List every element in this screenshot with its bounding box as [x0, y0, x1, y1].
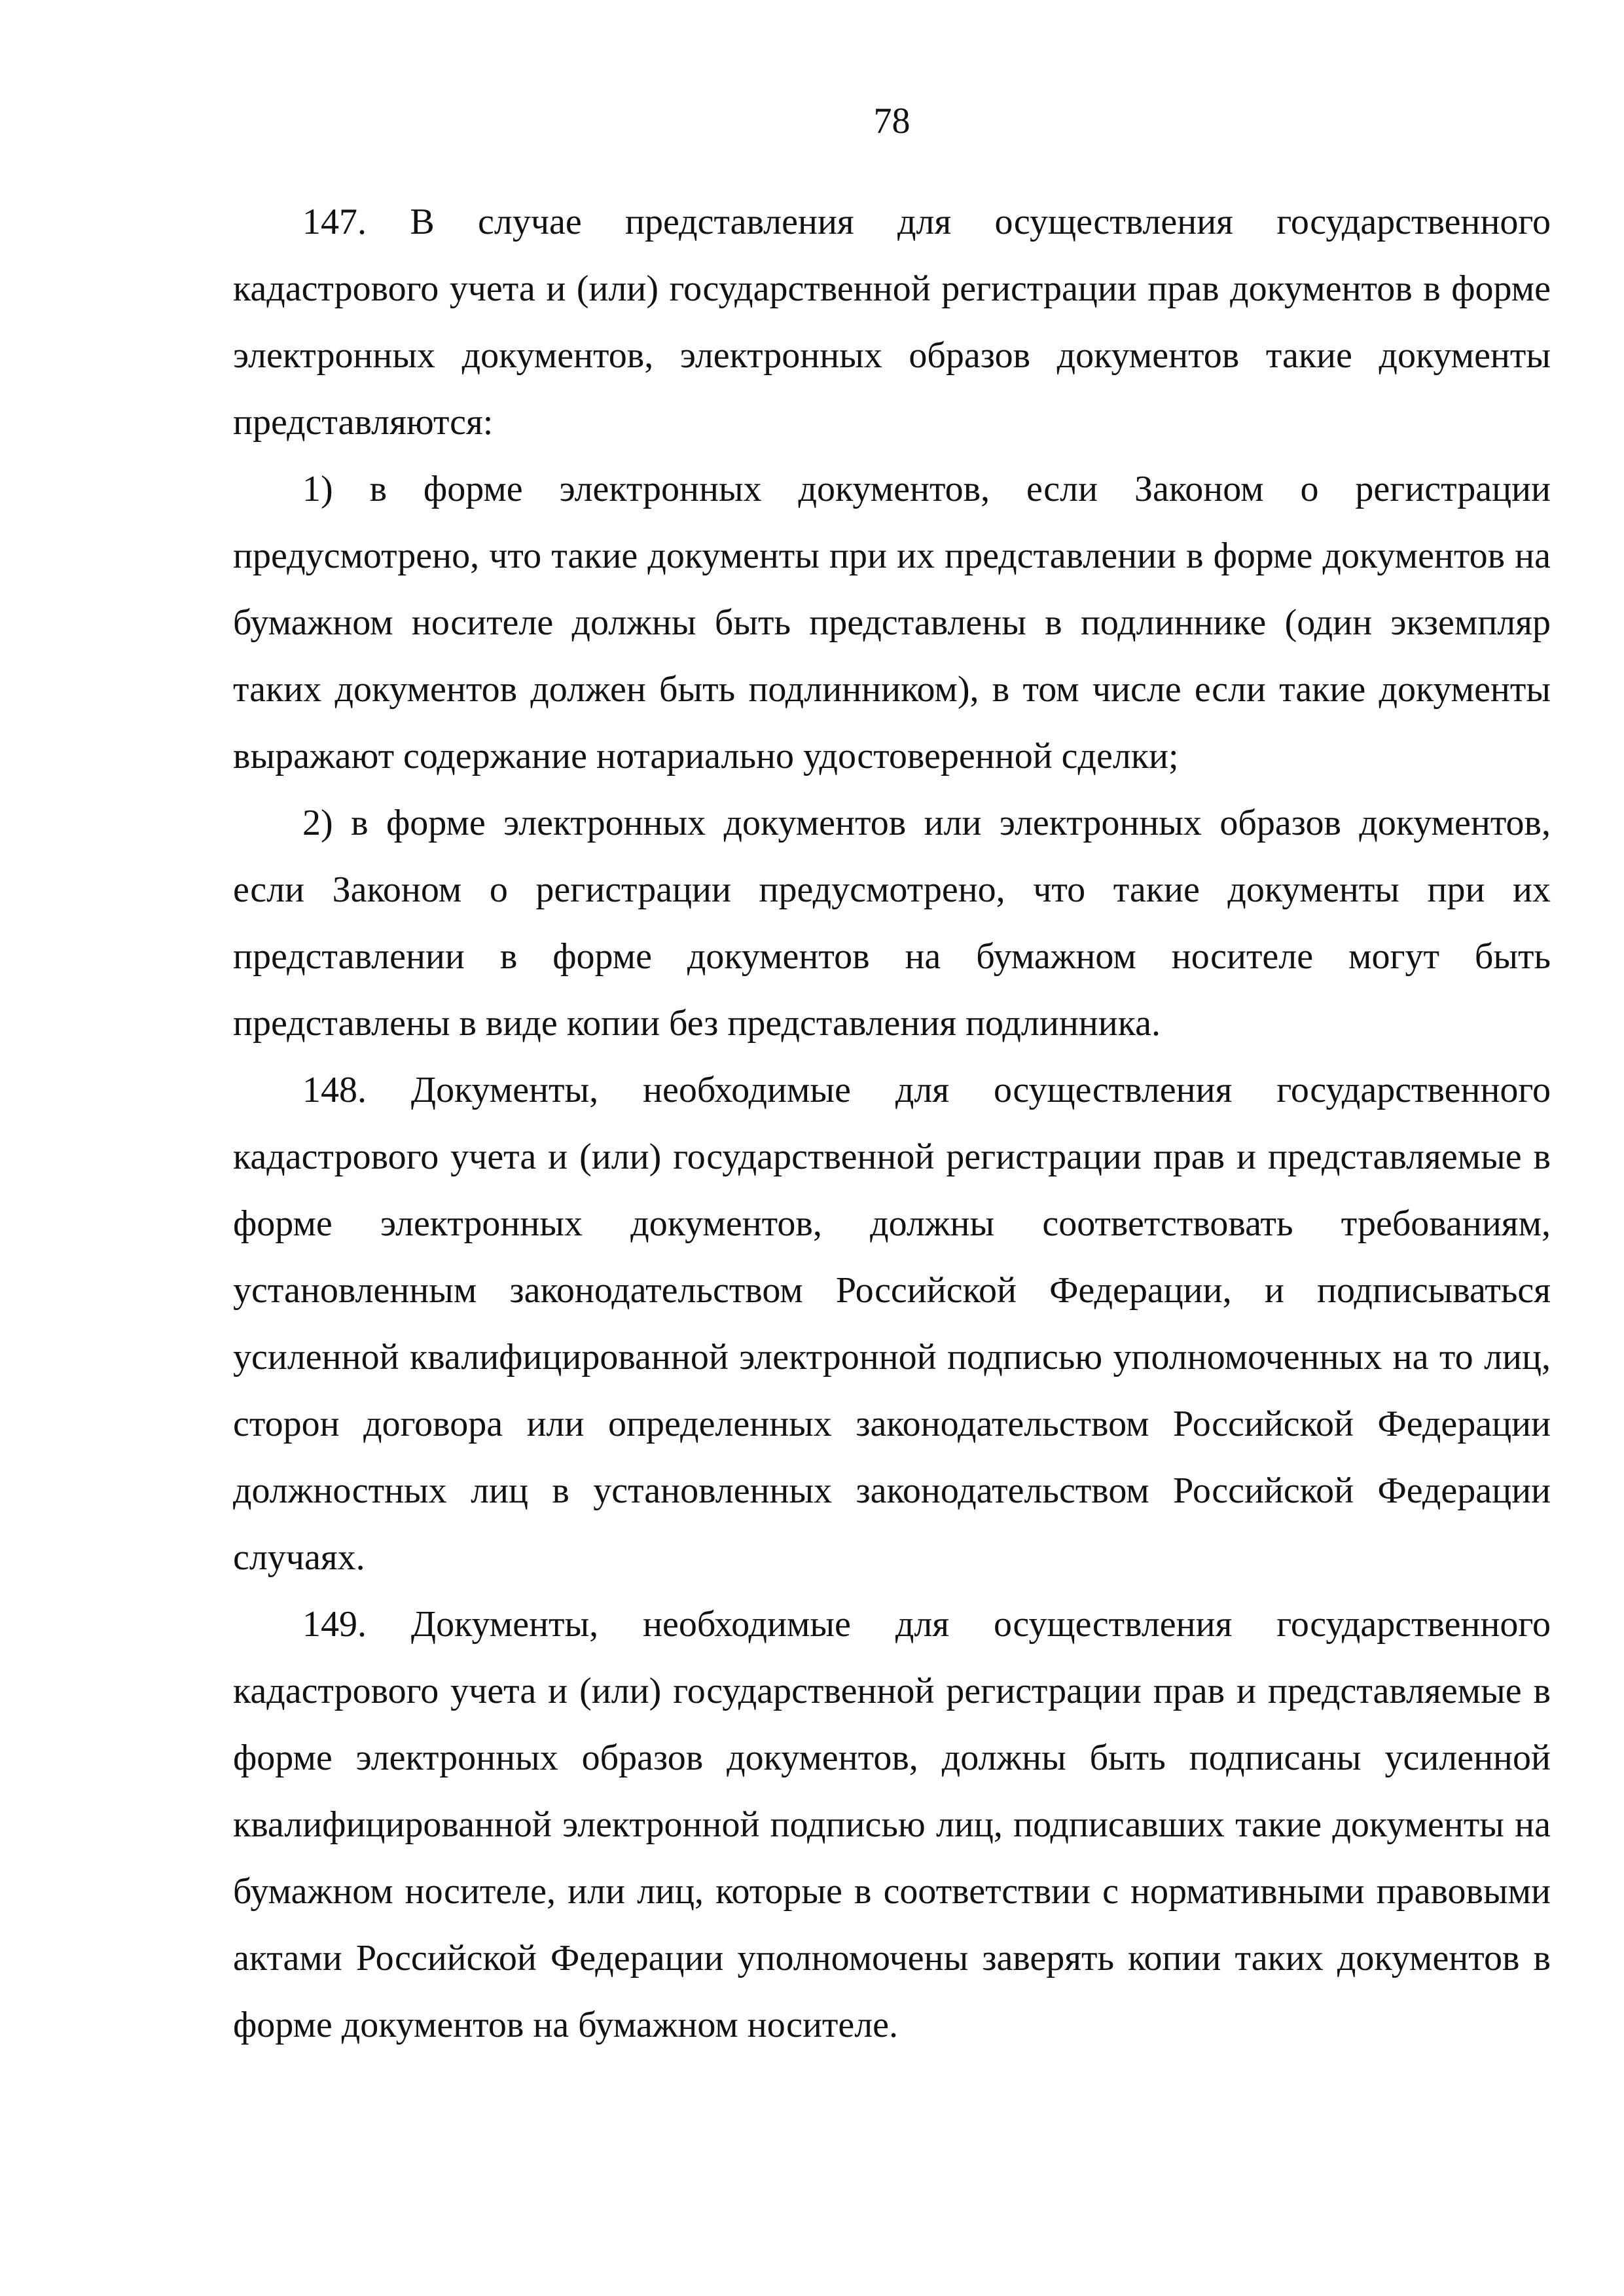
page-number: 78: [873, 101, 911, 141]
paragraph-148: 148. Документы, необходимые для осуществления государственного кадастрового учета и (или) государственной регистрации прав и представляемые в форме электронных документов, должны соответствовать требованиям, установленным законодательством Российской Федерации, и подписываться усиленной квалифицированной электронной подписью уполномоченных на то лиц, сторон договора или определенных законодательством Российской Федерации должностных лиц в установленных законодательством Российской Федерации случаях.: [233, 1070, 1551, 1578]
document-body: [233, 189, 1551, 2058]
paragraph-147-item-2: 2) в форме электронных документов или электронных образов документов, если Законом о регистрации предусмотрено, что такие документы при их представлении в форме документов на бумажном носителе могут быть представлены в виде копии без представления подлинника.: [233, 803, 1551, 1044]
paragraph-149: 149. Документы, необходимые для осуществления государственного кадастрового учета и (или) государственной регистрации прав и представляемые в форме электронных образов документов, должны быть подписаны усиленной квалифицированной электронной подписью лиц, подписавших такие документы на бумажном носителе, или лиц, которые в соответствии с нормативными правовыми актами Российской Федерации уполномочены заверять копии таких документов в форме документов на бумажном носителе.: [233, 1604, 1551, 2045]
paragraph-147-item-1: 1) в форме электронных документов, если Законом о регистрации предусмотрено, что такие документы при их представлении в форме документов на бумажном носителе должны быть представлены в подлиннике (один экземпляр таких документов должен быть подлинником), в том числе если такие документы выражают содержание нотариально удостоверенной сделки;: [233, 469, 1551, 776]
paragraph-147: 147. В случае представления для осуществления государственного кадастрового учета и (или) государственной регистрации прав документов в форме электронных документов, электронных образов документов такие документы представляются:: [233, 202, 1551, 443]
